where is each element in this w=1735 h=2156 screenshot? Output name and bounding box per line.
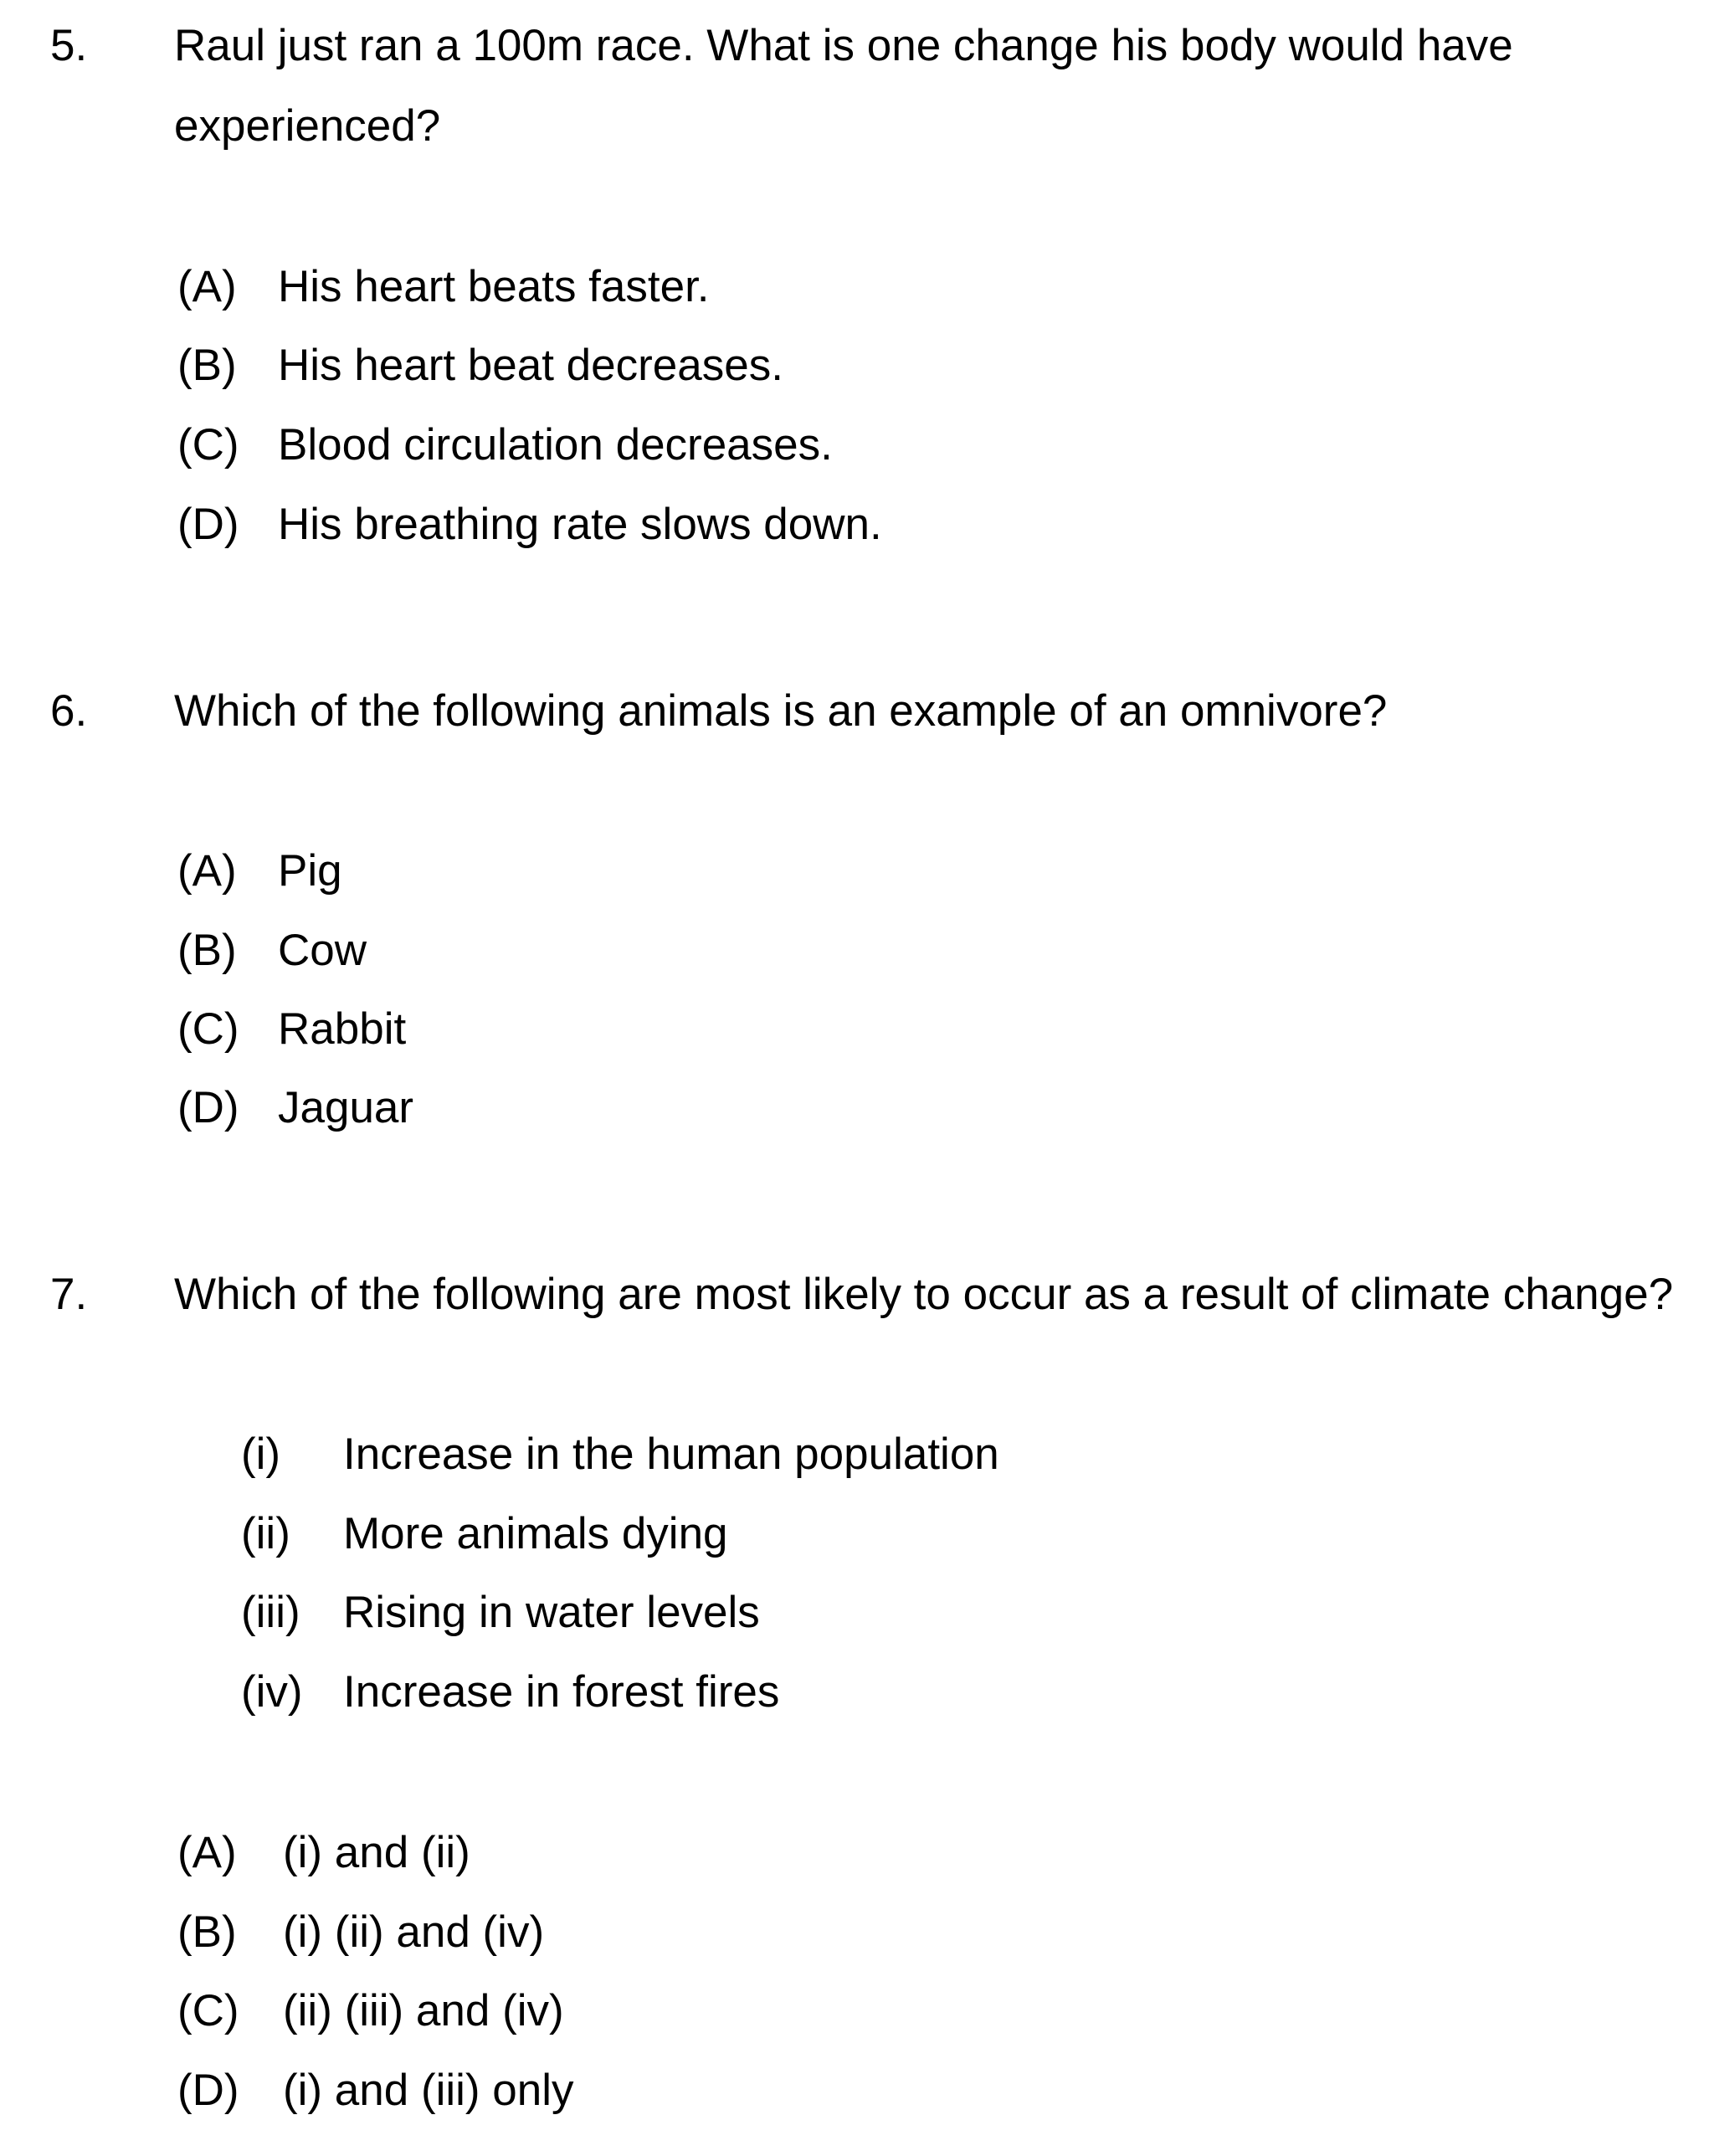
option-label: (A)	[177, 262, 237, 311]
option-text: Blood circulation decreases.	[278, 420, 833, 470]
option-label: (C)	[177, 1004, 239, 1054]
option-label: (A)	[177, 846, 237, 896]
statement-text: Increase in the human population	[343, 1430, 999, 1479]
option-label: (C)	[177, 420, 239, 470]
option-label: (D)	[177, 500, 239, 549]
statement-text: Rising in water levels	[343, 1588, 760, 1637]
option-label: (C)	[177, 1986, 239, 2035]
option-label: (A)	[177, 1828, 237, 1877]
question-number: 6.	[50, 686, 88, 736]
option-text: (ii) (iii) and (iv)	[283, 1986, 564, 2035]
question-number: 7.	[50, 1270, 88, 1319]
option-text: Jaguar	[278, 1083, 414, 1132]
option-label: (B)	[177, 926, 237, 975]
option-text: Pig	[278, 846, 342, 896]
statement-label: (ii)	[241, 1509, 290, 1558]
option-label: (B)	[177, 341, 237, 390]
question-text: Which of the following animals is an example of an omnivore?	[174, 686, 1388, 736]
option-text: (i) (ii) and (iv)	[283, 1907, 545, 1957]
question-text: Which of the following are most likely to occur as a result of climate change?	[174, 1270, 1674, 1319]
statement-label: (i)	[241, 1430, 281, 1479]
option-text: His heart beats faster.	[278, 262, 710, 311]
option-text: (i) and (ii)	[283, 1828, 470, 1877]
option-text: Cow	[278, 926, 367, 975]
question-text-continued: experienced?	[174, 101, 441, 151]
option-label: (D)	[177, 2066, 239, 2115]
option-label: (D)	[177, 1083, 239, 1132]
option-text: His breathing rate slows down.	[278, 500, 882, 549]
statement-text: Increase in forest fires	[343, 1667, 780, 1717]
option-label: (B)	[177, 1907, 237, 1957]
statement-text: More animals dying	[343, 1509, 728, 1558]
option-text: (i) and (iii) only	[283, 2066, 574, 2115]
question-number: 5.	[50, 21, 88, 70]
question-text: Raul just ran a 100m race. What is one change his body would have	[174, 21, 1513, 70]
option-text: His heart beat decreases.	[278, 341, 783, 390]
statement-label: (iii)	[241, 1588, 300, 1637]
option-text: Rabbit	[278, 1004, 407, 1054]
statement-label: (iv)	[241, 1667, 303, 1717]
